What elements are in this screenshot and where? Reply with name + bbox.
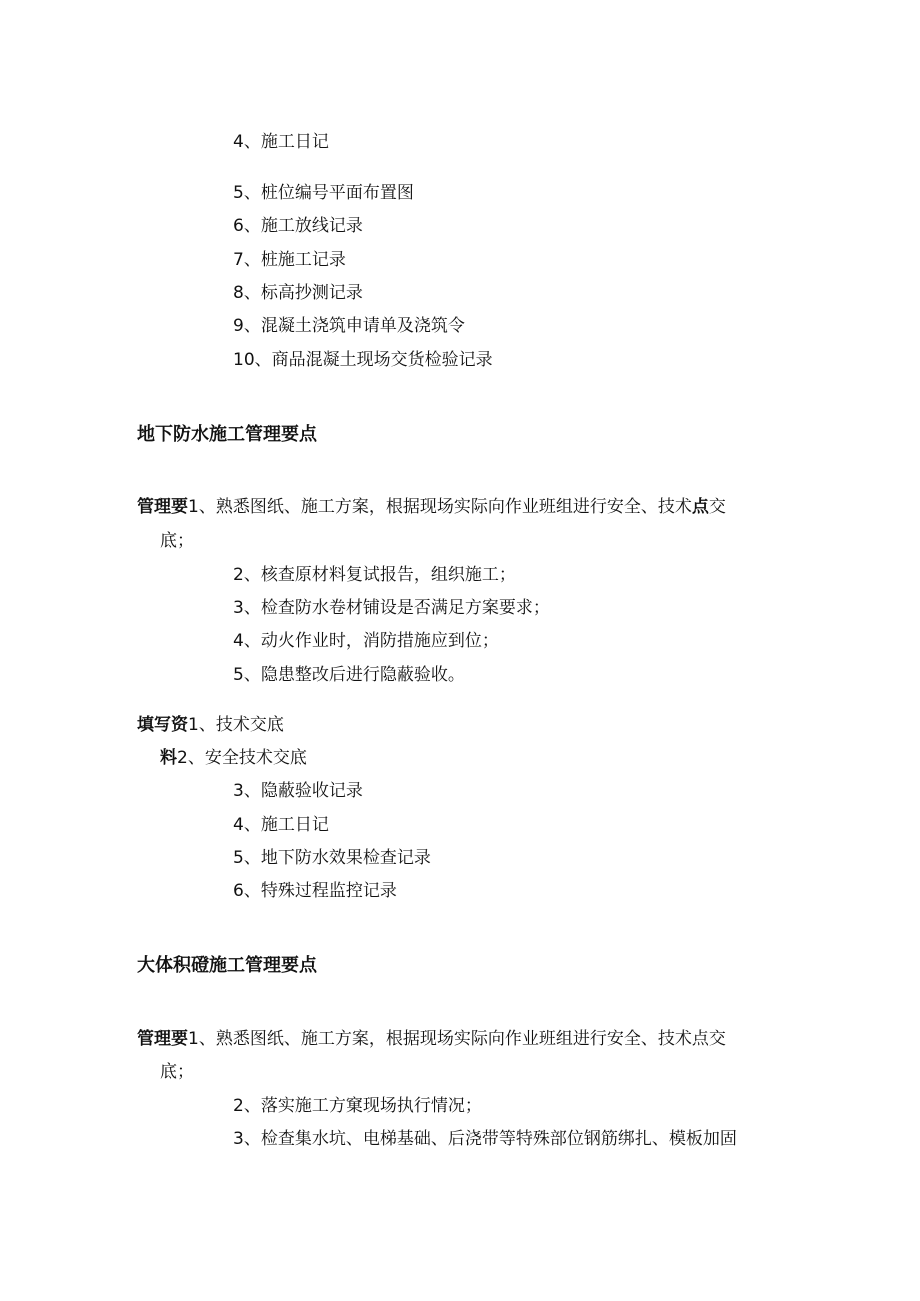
mgmt-first-line [137, 496, 726, 518]
list-item: 6、特殊过程监控记录 [233, 881, 397, 901]
list-item: 9、混凝土浇筑申请单及浇筑令 [233, 316, 465, 336]
mgmt-first-end: 交 [708, 497, 726, 517]
list-item: 6、施工放线记录 [233, 216, 363, 236]
mgmt-first-bold: 点 [691, 497, 709, 517]
list-item: 2、核查原材料复试报告，组织施工； [233, 565, 516, 585]
mgmt-label: 管理要 [137, 1029, 188, 1049]
fill-label-a: 填写资 [137, 715, 188, 735]
list-item: 3、检查集水坑、电梯基础、后浇带等特殊部位钢筋绑扎、模板加固 [233, 1129, 737, 1149]
section-title-mass: 大体积磴施工管理要点 [137, 955, 317, 976]
list-item: 7、桩施工记录 [233, 250, 346, 270]
mgmt-continuation: 底； [160, 1062, 194, 1082]
mgmt-continuation: 底； [160, 531, 194, 551]
mgmt-label: 管理要 [137, 497, 188, 517]
list-item: 3、检查防水卷材铺设是否满足方案要求； [233, 598, 550, 618]
list-item: 5、隐患整改后进行隐蔽验收。 [233, 665, 465, 685]
mgmt-first-text: 1、熟悉图纸、施工方案，根据现场实际向作业班组进行安全、技术 [188, 497, 692, 517]
list-item: 5、地下防水效果检查记录 [233, 848, 431, 868]
list-item: 3、隐蔽验收记录 [233, 781, 363, 801]
list-item: 10、商品混凝土现场交货检验记录 [233, 350, 493, 370]
mgmt-first-line [137, 1028, 726, 1050]
list-item: 5、桩位编号平面布置图 [233, 183, 414, 203]
list-item: 8、标高抄测记录 [233, 283, 363, 303]
mgmt-first-text: 1、熟悉图纸、施工方案，根据现场实际向作业班组进行安全、技术点交 [188, 1029, 726, 1049]
fill-second-line [160, 747, 307, 769]
list-item: 4、施工日记 [233, 815, 329, 835]
fill-first-text: 1、技术交底 [188, 715, 284, 735]
section-title-waterproof: 地下防水施工管理要点 [137, 424, 317, 445]
fill-second-text: 2、安全技术交底 [177, 748, 307, 768]
list-item: 2、落实施工方窠现场执行情况； [233, 1096, 482, 1116]
fill-label-b: 料 [160, 748, 177, 768]
list-item: 4、动火作业时，消防措施应到位； [233, 631, 499, 651]
list-item: 4、施工日记 [233, 132, 329, 152]
fill-first-line [137, 714, 284, 736]
